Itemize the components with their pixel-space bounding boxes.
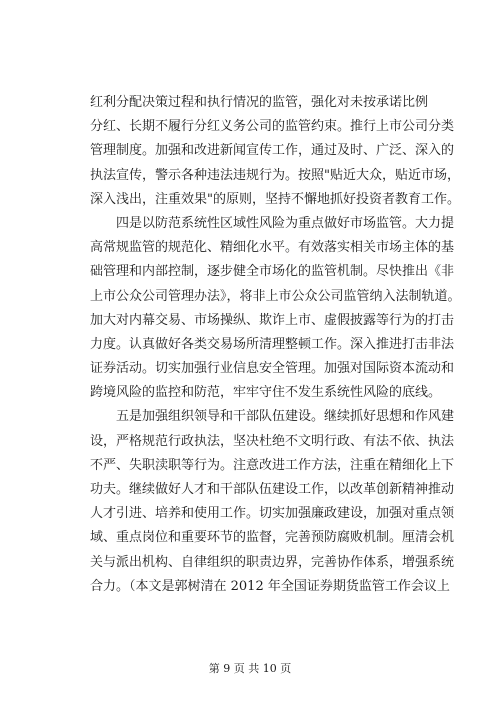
- text-line: 深入浅出，注重效果"的原则，坚持不懈地抓好投资者教育工作。: [90, 191, 460, 207]
- text-line: 跨境风险的监控和防范，牢牢守住不发生系统性风险的底线。: [90, 385, 442, 401]
- body-text: [90, 91, 461, 599]
- text-line: 设，严格规范行政执法，坚决杜绝不文明行政、有法不依、执法: [90, 433, 455, 449]
- text-line: 上市公众公司管理办法》，将非上市公众公司监管纳入法制轨道。: [90, 288, 461, 304]
- text-line: 不严、失职渎职等行为。注意改进工作方法，注重在精细化上下: [90, 457, 455, 473]
- text-line: 域、重点岗位和重要环节的监督，完善预防腐败机制。厘清会机: [90, 530, 455, 546]
- text-line: 五是加强组织领导和干部队伍建设。继续抓好思想和作风建: [90, 409, 455, 425]
- text-line: 管理制度。加强和改进新闻宣传工作，通过及时、广泛、深入的: [90, 143, 455, 159]
- text-line: 四是以防范系统性区域性风险为重点做好市场监管。大力提: [90, 215, 455, 231]
- text-line: 证券活动。切实加强行业信息安全管理。加强对国际资本流动和: [90, 361, 455, 377]
- text-line: 力度。认真做好各类交易场所清理整顿工作。深入推进打击非法: [90, 336, 455, 352]
- page-number-footer: 第 9 页 共 10 页: [208, 662, 292, 675]
- text-line: 人才引进、培养和使用工作。切实加强廉政建设，加强对重点领: [90, 506, 455, 522]
- text-line: 红利分配决策过程和执行情况的监管，强化对未按承诺比例: [90, 95, 429, 110]
- text-line: 高常规监管的规范化、精细化水平。有效落实相关市场主体的基: [90, 240, 455, 256]
- text-line: 分红、长期不履行分红义务公司的监管约束。推行上市公司分类: [90, 119, 455, 135]
- text-line: 础管理和内部控制，逐步健全市场化的监管机制。尽快推出《非: [90, 264, 455, 280]
- text-line: 加大对内幕交易、市场操纵、欺诈上市、虚假披露等行为的打击: [90, 312, 455, 328]
- text-line: 功夫。继续做好人才和干部队伍建设工作，以改革创新精神推动: [90, 482, 455, 497]
- text-line: 合力。（本文是郭树清在 2012 年全国证券期货监管工作会议上: [90, 578, 450, 594]
- text-line: 关与派出机构、自律组织的职责边界，完善协作体系，增强系统: [90, 554, 455, 570]
- text-line: 执法宣传，警示各种违法违规行为。按照"贴近大众，贴近市场，: [90, 167, 460, 183]
